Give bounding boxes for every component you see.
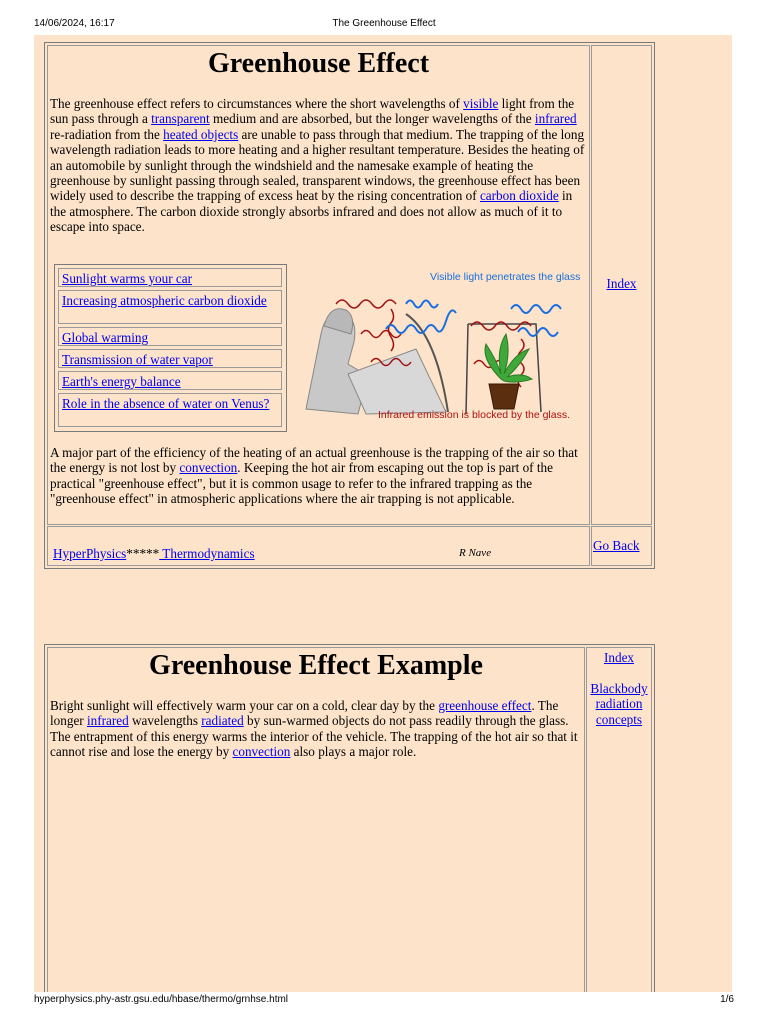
link-infrared-2[interactable]: infrared [87,713,129,729]
link-blackbody-concepts[interactable]: Blackbody radiation concepts [590,681,648,727]
related-links-table [54,264,287,432]
link-convection-2[interactable]: convection [232,744,291,760]
page-content [34,35,732,992]
link-sunlight-warms-car[interactable]: Sunlight warms your car [62,271,193,286]
link-convection[interactable]: convection [179,460,238,476]
print-url: hyperphysics.phy-astr.gsu.edu/hbase/thermo/grnhse.html [34,994,289,1005]
ir-wave-car-1 [336,300,396,308]
intro-paragraph: The greenhouse effect refers to circumstances where the short wavelengths of visible light from the sun pass through a transparent medium and are absorbed, but the longer wavelengths of the infrared re-radiation from the heated objects are unable to pass through that medium. The trapping of the long wavelength radiation leads to more heating and a higher resultant temperature. Besides the heating of an automobile by sunlight through the windshield and the namesake example of heating the greenhouse by sunlight passing through sealed, transparent windows, the greenhouse effect has been widely used to describe the trapping of excess heat by the rising concentration of carbon dioxide in the atmosphere. The carbon dioxide strongly absorbs infrared and does not allow as much of it to escape into space. [50,96,585,235]
example-side-cell [586,647,652,992]
figure-caption-top: Visible light penetrates the glass [430,271,581,283]
print-page-number: 1/6 [720,994,734,1005]
figure-caption-bottom: Infrared emission is blocked by the glass. [378,409,571,421]
visible-wave-greenhouse-1 [511,305,561,313]
link-heated-objects[interactable]: heated objects [163,126,239,142]
plant-pot [489,384,519,409]
link-global-warming[interactable]: Global warming [62,330,149,345]
visible-wave-car-2 [406,301,438,308]
print-datetime: 14/06/2024, 16:17 [34,18,115,29]
link-water-vapor[interactable]: Transmission of water vapor [62,352,213,367]
print-footer [0,992,768,1024]
side-index-cell [591,45,652,525]
link-index[interactable]: Index [606,276,637,291]
example-content-cell [47,647,585,992]
page-title: Greenhouse Effect [207,48,430,79]
print-page-title: The Greenhouse Effect [332,18,436,29]
link-venus[interactable]: Role in the absence of water on Venus? [62,396,270,411]
related-link-cell [58,393,282,427]
go-back-link[interactable]: Go Back [593,538,640,553]
main-content-cell [47,45,590,525]
related-link-cell [58,327,282,346]
greenhouse-paragraph: A major part of the efficiency of the heating of an actual greenhouse is the trapping of the air so that the energy is not lost by convection. Keeping the hot air from escaping out the top is part of the practical "greenhouse effect", but it is common usage to refer to the infrared trapping as the "greenhouse effect" in atmospheric applications where the air trapping is not applicable. [50,445,578,507]
related-link-cell [58,268,282,287]
example-title: Greenhouse Effect Example [149,650,483,681]
visible-wave-greenhouse-2 [518,328,558,336]
footer-nav: HyperPhysics***** Thermodynamics [53,546,255,561]
link-carbon-dioxide[interactable]: carbon dioxide [479,188,559,204]
ir-wave-car-2 [361,331,401,338]
ir-wave-car-4 [389,309,394,351]
plant-leaves [485,334,532,382]
link-hyperphysics[interactable]: HyperPhysics [53,546,127,561]
link-thermodynamics[interactable]: Thermodynamics [159,546,255,561]
footer-right-cell [591,526,652,566]
link-radiated[interactable]: radiated [201,713,244,729]
author-name: R Nave [459,547,492,559]
link-visible[interactable]: visible [463,96,499,111]
greenhouse-figure [296,264,586,424]
link-greenhouse-effect[interactable]: greenhouse effect [438,698,532,713]
related-link-cell [58,290,282,324]
print-header [0,0,768,35]
related-link-cell [58,371,282,390]
footer-left-cell [47,526,590,566]
related-link-cell [58,349,282,368]
link-increasing-co2[interactable]: Increasing atmospheric carbon dioxide [62,293,267,308]
link-index-2[interactable]: Index [603,650,635,665]
example-paragraph: Bright sunlight will effectively warm your car on a cold, clear day by the greenhouse effect. The longer infrared wavelengths radiated by sun-warmed objects do not pass readily through the glass. The entrapment of this energy warms the interior of the vehicle. The trapping of the hot air so that it cannot rise and lose the energy by convection also plays a major role. [50,698,578,760]
link-infrared[interactable]: infrared [534,111,577,127]
link-energy-balance[interactable]: Earth's energy balance [62,374,181,389]
link-transparent[interactable]: transparent [151,111,210,127]
